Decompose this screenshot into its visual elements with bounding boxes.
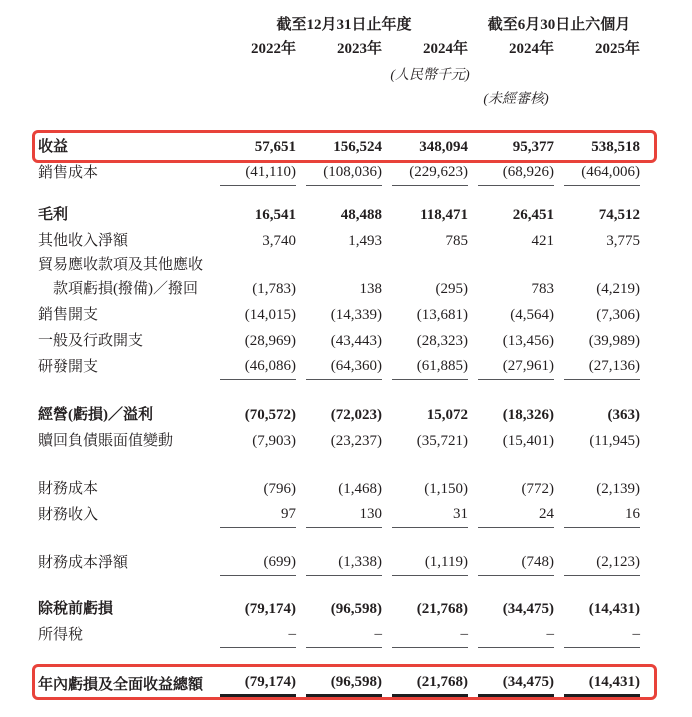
table-row <box>0 328 692 354</box>
table-row <box>0 550 692 576</box>
value-cell-2025-interim: 538,518 <box>591 139 640 155</box>
value-cell-2023: 48,488 <box>340 207 382 223</box>
table-row <box>0 278 692 302</box>
value-cell-2022: 3,740 <box>262 233 296 249</box>
row-label: 年內虧損及全面收益總額 <box>38 677 204 693</box>
value-cell-2024: (229,623) <box>392 164 468 186</box>
value-cell-2024: 31 <box>392 506 468 528</box>
period-group-row <box>0 12 692 34</box>
value-cell-2025-interim: (14,431) <box>588 601 640 617</box>
row-label: 銷售成本 <box>38 165 99 181</box>
value-cell-2023: (1,468) <box>338 481 382 497</box>
value-cell-2023: 130 <box>306 506 382 528</box>
value-cell-2023: (96,598) <box>330 601 382 617</box>
value-cell-2024-interim: (18,326) <box>502 407 554 423</box>
value-cell-2023: 138 <box>359 281 382 297</box>
row-label: 財務成本 <box>38 481 99 497</box>
value-cell-2024-interim: 24 <box>478 506 554 528</box>
currency-note-row <box>0 62 692 86</box>
value-cell-2024-interim: (68,926) <box>478 164 554 186</box>
value-cell-2024: 15,072 <box>426 407 468 423</box>
year-col-2025-interim: 2025年 <box>594 41 640 57</box>
value-cell-2024-interim: 95,377 <box>512 139 554 155</box>
table-row <box>0 302 692 328</box>
value-cell-2024: 785 <box>445 233 468 249</box>
value-cell-2024: 348,094 <box>419 139 468 155</box>
value-cell-2025-interim: (7,306) <box>596 307 640 323</box>
row-label: 款項虧損(撥備)／撥回 <box>53 281 198 297</box>
value-cell-2023: (64,360) <box>306 358 382 380</box>
value-cell-2024: (61,885) <box>392 358 468 380</box>
table-row <box>0 502 692 528</box>
value-cell-2025-interim: (27,136) <box>564 358 640 380</box>
value-cell-2022: (1,783) <box>252 281 296 297</box>
value-cell-2022: (14,015) <box>244 307 296 323</box>
value-cell-2023: (14,339) <box>330 307 382 323</box>
value-cell-2022: (28,969) <box>244 333 296 349</box>
table-row <box>0 228 692 254</box>
value-cell-2022: (79,174) <box>220 674 296 698</box>
value-cell-2023: (23,237) <box>330 433 382 449</box>
value-cell-2024: 118,471 <box>420 207 468 223</box>
row-label: 除稅前虧損 <box>38 601 114 617</box>
value-cell-2025-interim: 74,512 <box>598 207 640 223</box>
year-col-2023: 2023年 <box>336 41 382 57</box>
unaudited-note: (未經審核) <box>483 92 549 107</box>
value-cell-2024: (28,323) <box>416 333 468 349</box>
value-cell-2024: (13,681) <box>416 307 468 323</box>
value-cell-2022: 97 <box>220 506 296 528</box>
value-cell-2024-interim: (13,456) <box>502 333 554 349</box>
value-cell-2024-interim: (4,564) <box>510 307 554 323</box>
row-spacer <box>0 576 692 596</box>
value-cell-2024: – <box>392 626 468 648</box>
row-label: 收益 <box>38 139 69 155</box>
row-label: 所得稅 <box>38 627 84 643</box>
value-cell-2022: (41,110) <box>220 164 296 186</box>
row-spacer <box>0 380 692 402</box>
value-cell-2024-interim: (27,961) <box>478 358 554 380</box>
table-row <box>0 476 692 502</box>
value-cell-2025-interim: 16 <box>564 506 640 528</box>
value-cell-2022: (796) <box>263 481 296 497</box>
value-cell-2023: (1,338) <box>306 554 382 576</box>
value-cell-2024-interim: 26,451 <box>512 207 554 223</box>
value-cell-2024: (1,119) <box>392 554 468 576</box>
table-row <box>0 202 692 228</box>
value-cell-2025-interim: – <box>564 626 640 648</box>
value-cell-2022: 16,541 <box>254 207 296 223</box>
year-header-row <box>0 34 692 62</box>
value-cell-2024: (21,768) <box>392 674 468 698</box>
table-row <box>0 622 692 648</box>
value-cell-2025-interim: (2,139) <box>596 481 640 497</box>
row-label: 贖回負債賬面值變動 <box>38 433 174 449</box>
value-cell-2024-interim: (15,401) <box>502 433 554 449</box>
value-cell-2024-interim: (34,475) <box>502 601 554 617</box>
year-col-2024-interim: 2024年 <box>508 41 554 57</box>
row-label: 其他收入淨額 <box>38 233 129 249</box>
period-group-annual: 截至12月31日止年度 <box>276 16 412 33</box>
table-row <box>0 670 692 698</box>
row-label: 財務收入 <box>38 507 99 523</box>
table-body <box>0 134 692 698</box>
row-label: 銷售開支 <box>38 307 99 323</box>
value-cell-2023: (108,036) <box>306 164 382 186</box>
row-label: 財務成本淨額 <box>38 555 129 571</box>
value-cell-2025-interim: (464,006) <box>564 164 640 186</box>
value-cell-2024: (35,721) <box>416 433 468 449</box>
value-cell-2025-interim: (4,219) <box>596 281 640 297</box>
value-cell-2023: – <box>306 626 382 648</box>
value-cell-2024-interim: 783 <box>531 281 554 297</box>
header-body-gap <box>0 110 692 134</box>
value-cell-2025-interim: 3,775 <box>606 233 640 249</box>
row-label: 毛利 <box>38 207 69 223</box>
period-group-interim: 截至6月30日止六個月 <box>487 16 631 33</box>
value-cell-2023: 156,524 <box>333 139 382 155</box>
row-label: 經營(虧損)／溢利 <box>38 407 153 423</box>
value-cell-2022: – <box>220 626 296 648</box>
value-cell-2025-interim: (2,123) <box>564 554 640 576</box>
unaudited-note-row <box>0 86 692 110</box>
value-cell-2024: (21,768) <box>416 601 468 617</box>
value-cell-2023: (72,023) <box>330 407 382 423</box>
value-cell-2022: (46,086) <box>220 358 296 380</box>
year-col-2022: 2022年 <box>250 41 296 57</box>
row-label: 貿易應收款項及其他應收 <box>38 257 204 273</box>
table-row <box>0 428 692 454</box>
value-cell-2024-interim: (34,475) <box>478 674 554 698</box>
value-cell-2024: (295) <box>435 281 468 297</box>
value-cell-2023: 1,493 <box>348 233 382 249</box>
row-spacer <box>0 528 692 550</box>
table-row <box>0 402 692 428</box>
value-cell-2024: (1,150) <box>424 481 468 497</box>
table-row <box>0 596 692 622</box>
value-cell-2022: (7,903) <box>252 433 296 449</box>
value-cell-2023: (43,443) <box>330 333 382 349</box>
row-spacer <box>0 648 692 670</box>
value-cell-2024-interim: (748) <box>478 554 554 576</box>
value-cell-2025-interim: (363) <box>607 407 640 423</box>
value-cell-2025-interim: (39,989) <box>588 333 640 349</box>
currency-note: (人民幣千元) <box>390 68 470 83</box>
value-cell-2022: 57,651 <box>254 139 296 155</box>
row-spacer <box>0 186 692 202</box>
year-col-2024: 2024年 <box>422 41 468 57</box>
value-cell-2024-interim: (772) <box>521 481 554 497</box>
table-row <box>0 254 692 278</box>
value-cell-2022: (70,572) <box>244 407 296 423</box>
table-row <box>0 134 692 160</box>
row-label: 一般及行政開支 <box>38 333 144 349</box>
value-cell-2023: (96,598) <box>306 674 382 698</box>
value-cell-2025-interim: (11,945) <box>589 433 640 449</box>
value-cell-2025-interim: (14,431) <box>564 674 640 698</box>
table-row <box>0 354 692 380</box>
value-cell-2024-interim: 421 <box>531 233 554 249</box>
value-cell-2022: (699) <box>220 554 296 576</box>
table-row <box>0 160 692 186</box>
value-cell-2024-interim: – <box>478 626 554 648</box>
row-spacer <box>0 454 692 476</box>
row-label: 研發開支 <box>38 359 99 375</box>
value-cell-2022: (79,174) <box>244 601 296 617</box>
